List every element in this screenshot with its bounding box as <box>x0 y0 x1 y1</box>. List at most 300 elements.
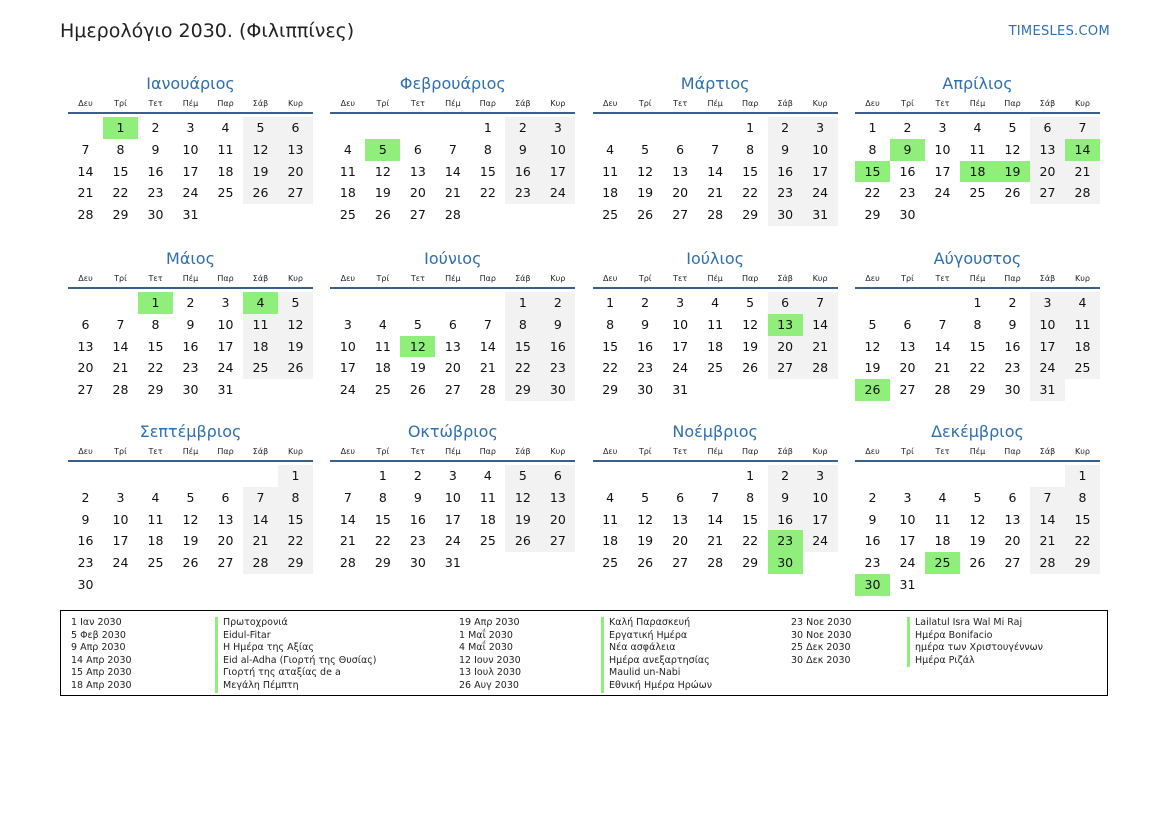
day-cell: 5 <box>1008 120 1017 135</box>
day-cell: 17 <box>217 338 234 354</box>
legend-holiday-name: Maulid un-Nabi <box>601 667 712 680</box>
day-cell: 23 <box>540 357 575 379</box>
day-cell: 29 <box>1065 552 1100 574</box>
day-cell: 22 <box>742 185 759 201</box>
weekday-label: Τρί <box>114 447 127 456</box>
day-cell: 10 <box>1030 314 1065 336</box>
day-cell: 28 <box>707 555 724 571</box>
day-cell: 7 <box>483 316 492 332</box>
day-cell: 23 <box>637 360 654 376</box>
day-cell: 28 <box>112 382 129 398</box>
day-cell: 24 <box>803 530 838 552</box>
day-cell: 2 <box>151 120 160 135</box>
month-block <box>855 420 1100 596</box>
day-cell: 21 <box>1030 530 1065 552</box>
day-cell: 20 <box>278 161 313 183</box>
day-cell: 4 <box>606 489 615 505</box>
day-cell: 26 <box>505 530 540 552</box>
day-cell: 10 <box>934 141 951 157</box>
month-name: Αύγουστος <box>933 249 1022 268</box>
holiday-day-cell: 13 <box>768 314 803 336</box>
weekday-label: Κυρ <box>812 274 828 283</box>
day-cell: 15 <box>112 163 129 179</box>
weekday-label: Τρί <box>376 99 390 108</box>
day-cell: 3 <box>116 489 125 505</box>
day-cell: 26 <box>1004 185 1021 201</box>
empty-cell <box>698 465 733 487</box>
weekday-label: Παρ <box>217 99 234 108</box>
day-cell: 24 <box>899 555 916 571</box>
holiday-day-cell: 30 <box>855 574 890 596</box>
day-cell: 10 <box>899 511 916 527</box>
day-cell: 29 <box>278 552 313 574</box>
day-cell: 17 <box>444 511 461 527</box>
day-cell: 6 <box>81 316 90 332</box>
day-cell: 17 <box>803 509 838 531</box>
day-cell: 27 <box>1004 555 1021 571</box>
day-grid <box>855 117 1100 226</box>
month-block <box>593 72 838 247</box>
day-cell: 5 <box>641 141 650 157</box>
day-cell: 19 <box>505 509 540 531</box>
day-cell: 6 <box>221 489 230 505</box>
day-grid <box>330 117 575 226</box>
day-cell: 4 <box>151 489 160 505</box>
day-cell: 8 <box>868 141 877 157</box>
empty-cell <box>68 465 103 487</box>
weekday-label: Δευ <box>78 447 93 456</box>
day-cell: 7 <box>803 292 838 314</box>
day-cell: 15 <box>479 163 496 179</box>
day-cell: 31 <box>899 576 916 592</box>
weekday-header <box>855 96 1100 114</box>
day-cell: 15 <box>742 511 759 527</box>
day-cell: 14 <box>707 511 724 527</box>
day-cell: 28 <box>339 555 356 571</box>
day-cell: 18 <box>602 185 619 201</box>
day-cell: 16 <box>77 533 94 549</box>
weekday-label: Πέμ <box>182 274 199 283</box>
day-cell: 7 <box>938 316 947 332</box>
empty-cell <box>330 292 365 314</box>
day-cell: 11 <box>147 511 164 527</box>
day-cell: 4 <box>606 141 615 157</box>
day-cell: 18 <box>707 338 724 354</box>
weekday-label: Τετ <box>410 274 425 283</box>
weekday-label: Τετ <box>935 274 950 283</box>
day-cell: 19 <box>637 533 654 549</box>
day-cell: 17 <box>899 533 916 549</box>
day-cell: 23 <box>182 360 199 376</box>
weekday-label: Τρί <box>901 99 914 108</box>
weekday-label: Σάβ <box>515 274 531 283</box>
day-cell: 22 <box>1065 530 1100 552</box>
day-cell: 25 <box>243 357 278 379</box>
day-cell: 1 <box>278 465 313 487</box>
day-cell: 1 <box>505 292 540 314</box>
day-cell: 20 <box>540 509 575 531</box>
day-cell: 6 <box>448 316 457 332</box>
day-cell: 1 <box>378 468 387 483</box>
day-cell: 12 <box>182 511 199 527</box>
day-cell: 29 <box>969 382 986 398</box>
months-grid <box>68 72 1102 596</box>
day-cell: 17 <box>803 161 838 183</box>
legend-dates-column-3 <box>791 617 851 667</box>
day-cell: 18 <box>479 511 496 527</box>
day-cell: 25 <box>969 185 986 201</box>
day-cell: 18 <box>243 336 278 358</box>
weekday-label: Τρί <box>376 447 390 456</box>
day-cell: 4 <box>378 316 387 332</box>
day-cell: 22 <box>864 185 881 201</box>
weekday-label: Σάβ <box>777 274 793 283</box>
weekday-label: Πέμ <box>707 274 723 283</box>
day-cell: 11 <box>479 489 496 505</box>
day-cell: 19 <box>243 161 278 183</box>
day-cell: 15 <box>147 338 164 354</box>
weekday-label: Παρ <box>217 274 234 283</box>
day-cell: 20 <box>899 360 916 376</box>
weekday-label: Σάβ <box>515 447 531 456</box>
day-cell: 22 <box>479 185 496 201</box>
day-cell: 15 <box>1065 509 1100 531</box>
day-cell: 14 <box>707 163 724 179</box>
day-cell: 12 <box>243 139 278 161</box>
legend-holiday-name: Ημέρα Ριζάλ <box>907 655 1043 668</box>
day-cell: 26 <box>409 382 426 398</box>
day-grid <box>68 465 313 596</box>
weekday-label: Τρί <box>901 274 914 283</box>
weekday-label: Πέμ <box>707 99 723 108</box>
empty-cell <box>365 292 400 314</box>
weekday-label: Δευ <box>340 274 356 283</box>
weekday-label: Τετ <box>935 447 950 456</box>
empty-cell <box>330 465 365 487</box>
day-cell: 27 <box>278 182 313 204</box>
day-cell: 18 <box>934 533 951 549</box>
day-cell: 21 <box>1065 161 1100 183</box>
day-cell: 30 <box>768 204 803 226</box>
day-grid <box>593 117 838 226</box>
weekday-label: Κυρ <box>288 274 303 283</box>
day-cell: 29 <box>374 555 391 571</box>
weekday-label: Παρ <box>1004 99 1021 108</box>
day-cell: 21 <box>444 185 461 201</box>
day-grid <box>68 292 313 401</box>
day-cell: 3 <box>540 117 575 139</box>
day-cell: 16 <box>899 163 916 179</box>
empty-cell <box>663 465 698 487</box>
empty-cell <box>925 292 960 314</box>
month-name: Απρίλιος <box>942 74 1013 93</box>
weekday-label: Κυρ <box>1075 447 1090 456</box>
day-cell: 5 <box>505 465 540 487</box>
day-cell: 16 <box>409 511 426 527</box>
day-cell: 12 <box>637 163 654 179</box>
weekday-label: Κυρ <box>812 99 828 108</box>
weekday-label: Τετ <box>410 99 425 108</box>
day-cell: 11 <box>1065 314 1100 336</box>
day-cell: 7 <box>1030 487 1065 509</box>
weekday-label: Τετ <box>410 447 425 456</box>
day-cell: 21 <box>112 360 129 376</box>
holiday-legend <box>60 610 1108 696</box>
weekday-header <box>855 444 1100 462</box>
day-cell: 28 <box>803 357 838 379</box>
empty-cell <box>1030 465 1065 487</box>
holiday-day-cell: 26 <box>855 379 890 401</box>
day-cell: 22 <box>742 533 759 549</box>
day-cell: 24 <box>1030 357 1065 379</box>
day-grid <box>855 465 1100 596</box>
day-cell: 14 <box>339 511 356 527</box>
weekday-label: Πέμ <box>182 447 199 456</box>
weekday-label: Τετ <box>673 99 688 108</box>
holiday-day-cell: 23 <box>768 530 803 552</box>
day-cell: 14 <box>1030 509 1065 531</box>
legend-names-column-1 <box>215 617 377 693</box>
weekday-label: Πέμ <box>969 274 986 283</box>
day-cell: 3 <box>1030 292 1065 314</box>
day-cell: 27 <box>672 555 689 571</box>
weekday-label: Δευ <box>78 274 93 283</box>
weekday-label: Τρί <box>114 274 127 283</box>
day-cell: 25 <box>1065 357 1100 379</box>
legend-holiday-name: Νέα ασφάλεια <box>601 642 712 655</box>
day-cell: 20 <box>77 360 94 376</box>
day-cell: 27 <box>444 382 461 398</box>
day-cell: 5 <box>186 489 195 505</box>
weekday-label: Τετ <box>148 99 163 108</box>
day-cell: 26 <box>278 357 313 379</box>
empty-cell <box>855 292 890 314</box>
day-cell: 16 <box>864 533 881 549</box>
legend-date: 30 Νοε 2030 <box>791 629 852 641</box>
day-cell: 20 <box>1030 161 1065 183</box>
weekday-label: Δευ <box>78 99 93 108</box>
empty-cell <box>593 465 628 487</box>
day-cell: 21 <box>479 360 496 376</box>
holiday-day-cell: 12 <box>400 336 435 358</box>
day-cell: 4 <box>343 141 352 157</box>
day-cell: 29 <box>742 555 759 571</box>
day-cell: 8 <box>606 316 615 332</box>
day-cell: 30 <box>637 382 654 398</box>
day-cell: 6 <box>540 465 575 487</box>
day-cell: 27 <box>77 382 94 398</box>
day-cell: 18 <box>217 163 234 179</box>
month-name: Οκτώβριος <box>407 422 498 441</box>
day-cell: 16 <box>637 338 654 354</box>
month-name: Σεπτέμβριος <box>139 422 242 441</box>
day-cell: 8 <box>505 314 540 336</box>
day-cell: 3 <box>803 465 838 487</box>
day-cell: 12 <box>969 511 986 527</box>
day-cell: 18 <box>147 533 164 549</box>
day-cell: 7 <box>1065 117 1100 139</box>
day-cell: 24 <box>217 360 234 376</box>
day-cell: 20 <box>672 185 689 201</box>
holiday-day-cell: 18 <box>960 161 995 183</box>
weekday-label: Σάβ <box>515 99 531 108</box>
day-cell: 5 <box>413 316 422 332</box>
weekday-label: Σάβ <box>252 274 269 283</box>
day-cell: 10 <box>803 487 838 509</box>
day-cell: 7 <box>448 141 457 157</box>
weekday-label: Σάβ <box>252 447 269 456</box>
holiday-day-cell: 14 <box>1065 139 1100 161</box>
day-cell: 2 <box>540 292 575 314</box>
day-cell: 15 <box>969 338 986 354</box>
day-cell: 27 <box>672 207 689 223</box>
weekday-label: Παρ <box>741 447 759 456</box>
day-cell: 13 <box>409 163 426 179</box>
weekday-label: Κυρ <box>1075 99 1090 108</box>
empty-cell <box>208 465 243 487</box>
day-cell: 19 <box>864 360 881 376</box>
day-cell: 20 <box>409 185 426 201</box>
empty-cell <box>68 117 103 139</box>
day-cell: 6 <box>1030 117 1065 139</box>
day-cell: 22 <box>278 530 313 552</box>
day-cell: 16 <box>540 336 575 358</box>
day-cell: 11 <box>602 163 619 179</box>
legend-holiday-name: Ημέρα Bonifacio <box>907 630 1043 643</box>
legend-holiday-name: Eidul-Fitar <box>215 630 377 643</box>
weekday-label: Κυρ <box>288 447 303 456</box>
day-cell: 14 <box>934 338 951 354</box>
legend-holiday-name: Γιορτή της αταξίας de a <box>215 667 377 680</box>
month-block <box>593 247 838 420</box>
holiday-day-cell: 4 <box>243 292 278 314</box>
weekday-label: Παρ <box>1004 447 1021 456</box>
day-cell: 21 <box>339 533 356 549</box>
weekday-label: Πέμ <box>445 274 461 283</box>
day-cell: 27 <box>768 357 803 379</box>
empty-cell <box>365 117 400 139</box>
day-cell: 4 <box>483 468 492 483</box>
day-cell: 16 <box>1004 338 1021 354</box>
day-cell: 19 <box>637 185 654 201</box>
day-cell: 21 <box>803 336 838 358</box>
day-cell: 3 <box>221 295 230 310</box>
weekday-label: Πέμ <box>969 99 986 108</box>
weekday-label: Κυρ <box>1075 274 1090 283</box>
day-cell: 23 <box>864 555 881 571</box>
day-cell: 8 <box>151 316 160 332</box>
legend-date: 1 Μαΐ 2030 <box>459 629 513 641</box>
day-cell: 21 <box>243 530 278 552</box>
day-grid <box>330 292 575 401</box>
empty-cell <box>330 117 365 139</box>
day-cell: 3 <box>448 468 457 483</box>
day-cell: 9 <box>768 487 803 509</box>
day-cell: 16 <box>147 163 164 179</box>
day-cell: 31 <box>444 555 461 571</box>
page-title: Ημερολόγιο 2030. (Φιλιππίνες) <box>60 20 355 42</box>
empty-cell <box>68 292 103 314</box>
empty-cell <box>593 117 628 139</box>
day-cell: 12 <box>864 338 881 354</box>
day-cell: 5 <box>973 489 982 505</box>
day-cell: 17 <box>540 161 575 183</box>
legend-dates-column-2 <box>459 617 521 693</box>
weekday-header <box>593 444 838 462</box>
weekday-header <box>330 96 575 114</box>
day-cell: 14 <box>479 338 496 354</box>
day-cell: 26 <box>969 555 986 571</box>
weekday-label: Δευ <box>340 447 356 456</box>
day-cell: 10 <box>540 139 575 161</box>
empty-cell <box>890 465 925 487</box>
legend-holiday-name: Πρωτοχρονιά <box>215 617 377 630</box>
day-cell: 4 <box>221 120 230 135</box>
legend-names-column-2 <box>601 617 712 693</box>
weekday-label: Σάβ <box>777 99 793 108</box>
day-cell: 12 <box>278 314 313 336</box>
weekday-label: Σάβ <box>777 447 793 456</box>
day-cell: 11 <box>243 314 278 336</box>
legend-holiday-name: Εθνική Ημέρα Ηρώων <box>601 680 712 693</box>
day-cell: 11 <box>934 511 951 527</box>
empty-cell <box>243 465 278 487</box>
legend-holiday-name: Ημέρα ανεξαρτησίας <box>601 655 712 668</box>
empty-cell <box>103 465 138 487</box>
weekday-label: Κυρ <box>550 274 566 283</box>
legend-holiday-name: ημέρα των Χριστουγέννων <box>907 642 1043 655</box>
month-block <box>855 247 1100 420</box>
day-cell: 14 <box>77 163 94 179</box>
day-cell: 29 <box>112 207 129 223</box>
day-cell: 23 <box>505 182 540 204</box>
day-cell: 10 <box>339 338 356 354</box>
weekday-label: Δευ <box>340 99 356 108</box>
site-link[interactable]: TIMESLES.COM <box>1008 24 1110 39</box>
day-cell: 15 <box>278 509 313 531</box>
holiday-day-cell: 25 <box>925 552 960 574</box>
day-cell: 24 <box>540 182 575 204</box>
day-cell: 19 <box>182 533 199 549</box>
day-cell: 12 <box>1004 141 1021 157</box>
day-cell: 27 <box>409 207 426 223</box>
empty-cell <box>995 465 1030 487</box>
day-cell: 24 <box>182 185 199 201</box>
day-cell: 13 <box>77 338 94 354</box>
weekday-header <box>593 271 838 289</box>
day-cell: 8 <box>116 141 125 157</box>
day-cell: 26 <box>742 360 759 376</box>
legend-date: 4 Μαΐ 2030 <box>459 642 513 654</box>
day-cell: 21 <box>77 185 94 201</box>
weekday-label: Δευ <box>602 99 618 108</box>
holiday-day-cell: 1 <box>138 292 173 314</box>
legend-date: 14 Απρ 2030 <box>71 654 132 666</box>
day-cell: 22 <box>969 360 986 376</box>
day-cell: 11 <box>339 163 356 179</box>
day-cell: 7 <box>711 141 720 157</box>
day-cell: 10 <box>444 489 461 505</box>
day-cell: 28 <box>934 382 951 398</box>
day-cell: 13 <box>899 338 916 354</box>
day-cell: 1 <box>868 120 877 135</box>
day-cell: 2 <box>641 295 650 310</box>
day-cell: 9 <box>186 316 195 332</box>
day-cell: 14 <box>803 314 838 336</box>
weekday-header <box>593 96 838 114</box>
day-cell: 31 <box>182 207 199 223</box>
day-cell: 20 <box>217 533 234 549</box>
